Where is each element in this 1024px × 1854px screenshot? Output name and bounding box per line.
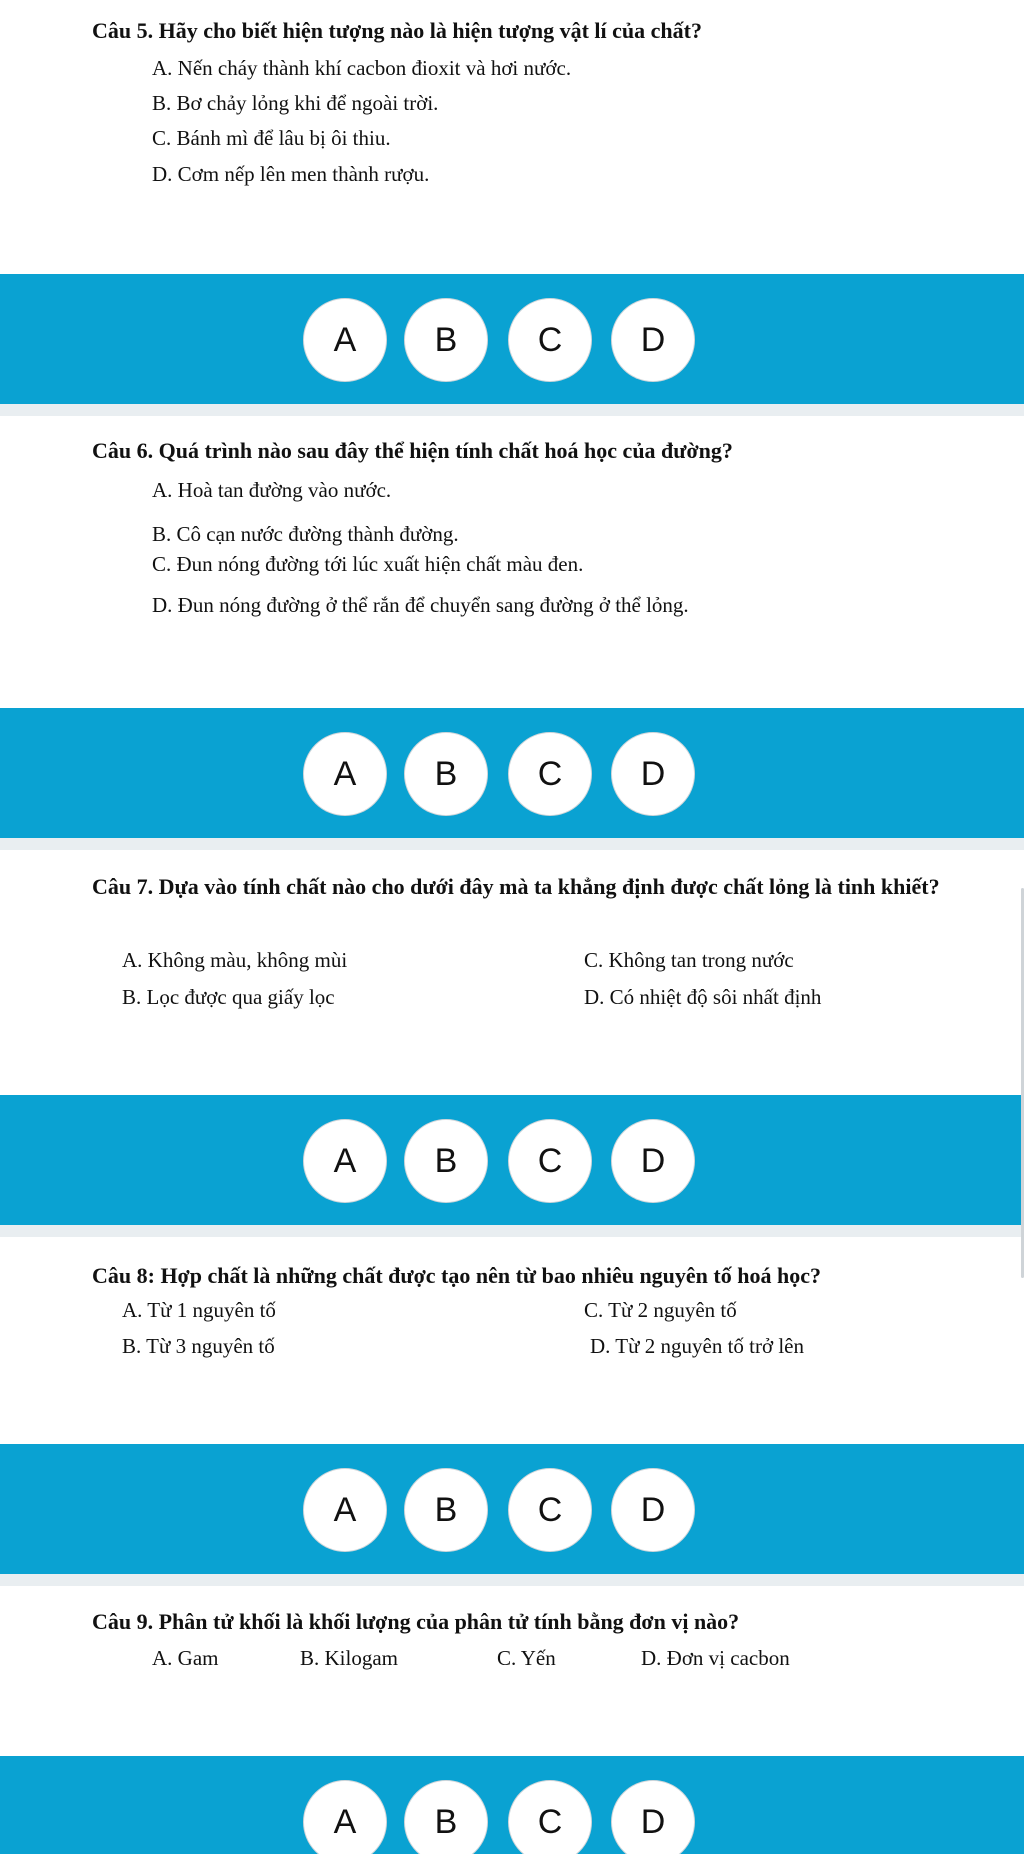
- question-9-answer-d-button[interactable]: D: [611, 1780, 695, 1854]
- question-6-answer-a-button[interactable]: A: [303, 732, 387, 816]
- question-8-option-a: A. Từ 1 nguyên tố: [122, 1298, 276, 1322]
- question-5-answer-a-button[interactable]: A: [303, 298, 387, 382]
- question-9-answer-bar: [0, 1756, 1024, 1854]
- question-9-answer-b-button[interactable]: B: [404, 1780, 488, 1854]
- question-9-option-a: A. Gam: [152, 1646, 219, 1670]
- question-8-answer-d-button[interactable]: D: [611, 1468, 695, 1552]
- question-5-answer-c-button[interactable]: C: [508, 298, 592, 382]
- question-8-answer-a-button[interactable]: A: [303, 1468, 387, 1552]
- question-5-option-a: A. Nến cháy thành khí cacbon đioxit và hơi nước.: [152, 56, 572, 80]
- question-9-answer-a-button[interactable]: A: [303, 1780, 387, 1854]
- question-6-option-a: A. Hoà tan đường vào nước.: [152, 478, 392, 502]
- question-6-option-d: D. Đun nóng đường ở thể rắn để chuyển sang đường ở thể lỏng.: [152, 593, 689, 617]
- question-5-answer-bar: [0, 274, 1024, 404]
- question-9-title: Câu 9. Phân tử khối là khối lượng của phân tử tính bằng đơn vị nào?: [92, 1609, 740, 1634]
- question-5-answer-b-button[interactable]: B: [404, 298, 488, 382]
- question-7-option-c: C. Không tan trong nước: [584, 948, 794, 972]
- question-8-answer-c-button[interactable]: C: [508, 1468, 592, 1552]
- question-5-title: Câu 5. Hãy cho biết hiện tượng nào là hiện tượng vật lí của chất?: [92, 18, 702, 43]
- question-6-option-c: C. Đun nóng đường tới lúc xuất hiện chất màu đen.: [152, 552, 584, 576]
- question-7-option-a: A. Không màu, không mùi: [122, 948, 348, 972]
- question-6-answer-bar: [0, 708, 1024, 838]
- question-5-option-b: B. Bơ chảy lỏng khi để ngoài trời.: [152, 91, 439, 115]
- question-7-option-d: D. Có nhiệt độ sôi nhất định: [584, 985, 822, 1009]
- question-7-answer-a-button[interactable]: A: [303, 1119, 387, 1203]
- question-6-option-b: B. Cô cạn nước đường thành đường.: [152, 522, 459, 546]
- question-7-answer-bar: [0, 1095, 1024, 1225]
- question-6-answer-c-button[interactable]: C: [508, 732, 592, 816]
- question-8-answer-bar: [0, 1444, 1024, 1574]
- question-9-option-b: B. Kilogam: [300, 1646, 398, 1670]
- question-7-answer-c-button[interactable]: C: [508, 1119, 592, 1203]
- question-8-option-c: C. Từ 2 nguyên tố: [584, 1298, 737, 1322]
- question-6-title: Câu 6. Quá trình nào sau đây thể hiện tính chất hoá học của đường?: [92, 438, 733, 463]
- question-5-option-d: D. Cơm nếp lên men thành rượu.: [152, 162, 430, 186]
- question-8-option-b: B. Từ 3 nguyên tố: [122, 1334, 275, 1358]
- question-8-answer-b-button[interactable]: B: [404, 1468, 488, 1552]
- question-7-title: Câu 7. Dựa vào tính chất nào cho dưới đây mà ta khẳng định được chất lỏng là tinh khiết?: [92, 874, 940, 899]
- question-6-answer-d-button[interactable]: D: [611, 732, 695, 816]
- question-9-option-c: C. Yến: [497, 1646, 556, 1670]
- question-8-title: Câu 8: Hợp chất là những chất được tạo nên từ bao nhiêu nguyên tố hoá học?: [92, 1263, 821, 1288]
- question-8-option-d: D. Từ 2 nguyên tố trở lên: [590, 1334, 804, 1358]
- question-7-option-b: B. Lọc được qua giấy lọc: [122, 985, 335, 1009]
- question-5-option-c: C. Bánh mì để lâu bị ôi thiu.: [152, 126, 391, 150]
- question-7-answer-b-button[interactable]: B: [404, 1119, 488, 1203]
- question-7-answer-d-button[interactable]: D: [611, 1119, 695, 1203]
- question-6-answer-b-button[interactable]: B: [404, 732, 488, 816]
- question-9-answer-c-button[interactable]: C: [508, 1780, 592, 1854]
- question-9-option-d: D. Đơn vị cacbon: [641, 1646, 790, 1670]
- question-5-answer-d-button[interactable]: D: [611, 298, 695, 382]
